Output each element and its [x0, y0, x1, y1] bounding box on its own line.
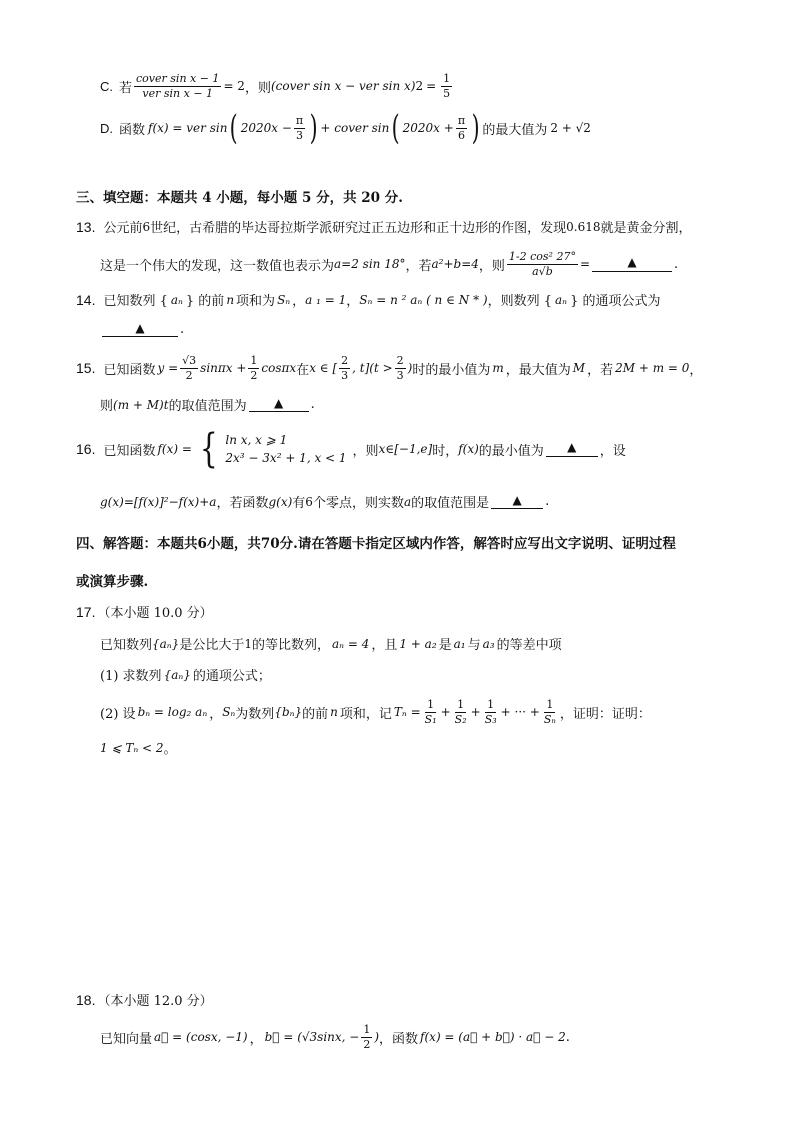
answer-blank[interactable]: [592, 256, 672, 271]
q17-text: 。: [163, 742, 177, 757]
q18-vector-b: b⃗ = (√3sinx, −: [264, 1030, 360, 1044]
q17-c2: 1 + a₂: [399, 636, 437, 651]
q16-fx: f(x): [458, 442, 479, 456]
q15-cos: cosπx: [261, 361, 297, 375]
option-d-f: f(x) = ver sin: [148, 121, 228, 135]
question-17-stem: [100, 634, 562, 653]
fraction-numerator: 1-2 cos² 27°: [508, 249, 576, 263]
q15-text: 则: [100, 399, 114, 414]
fraction-denominator: Sₙ: [543, 712, 556, 726]
fraction-numerator: 1: [427, 697, 435, 711]
option-c-result: [441, 73, 452, 99]
q15-frac-23: [339, 355, 350, 381]
q16-gx: g(x): [268, 494, 293, 509]
fraction-denominator: 2: [185, 368, 193, 382]
q14-n: n: [226, 292, 235, 307]
left-paren: (: [392, 108, 400, 148]
q17-tn: Tₙ =: [393, 705, 421, 719]
question-16-line1: [76, 426, 626, 472]
fraction-denominator: 2: [250, 368, 258, 382]
q14-an: aₙ: [555, 292, 568, 307]
q17-bnset: {bₙ}: [274, 705, 303, 719]
q17-an: {aₙ}: [163, 667, 191, 682]
option-d-arg2: 2020x +: [402, 121, 454, 135]
answer-blank[interactable]: [102, 322, 178, 337]
option-c-text2: ，则: [244, 80, 271, 96]
question-14-line2: [100, 322, 184, 337]
q13-text: 公元前: [103, 221, 143, 236]
question-17-part2: [100, 694, 651, 730]
fraction-denominator: 6: [457, 128, 465, 142]
fraction-numerator: π: [295, 113, 304, 127]
fraction-denominator: 5: [443, 86, 451, 100]
q14-a1: a ₁ = 1: [305, 292, 347, 307]
question-18-stem: [100, 1020, 570, 1054]
option-c: [100, 68, 454, 104]
q15-rp: ): [407, 361, 413, 375]
fraction-denominator: ver sin x − 1: [142, 86, 214, 100]
triangle-icon: ▲: [627, 255, 637, 270]
q18-bend: ): [374, 1030, 380, 1044]
q17-cond: aₙ = 4: [331, 636, 370, 651]
section-3-heading: 三、填空题：本题共 4 小题，每小题 5 分，共 20 分.: [76, 190, 403, 206]
q18-frac-half: [361, 1024, 372, 1050]
plus: +: [440, 705, 451, 719]
q17-text: 是: [438, 638, 452, 653]
question-17-header: [76, 602, 213, 621]
q17-sn: Sₙ: [222, 705, 236, 719]
q17-text: 的前: [302, 706, 329, 722]
fraction-numerator: 1: [487, 697, 495, 711]
q15-t: , t](t >: [352, 361, 393, 375]
question-14-line1: [76, 290, 660, 309]
case-2: 2x³ − 3x² + 1, x < 1: [225, 451, 347, 465]
q14-an: aₙ: [170, 292, 183, 307]
fraction-denominator: a√b: [532, 264, 553, 278]
q15-text: 时的最小值为: [412, 362, 491, 378]
q18-text: ，: [249, 1031, 263, 1047]
question-16-line2: [100, 492, 549, 511]
q17-text: 的等差中项: [496, 638, 562, 653]
option-d-max: 2 + √2: [550, 121, 591, 135]
triangle-icon: ▲: [273, 395, 284, 410]
right-paren: ): [309, 108, 318, 148]
q17-text: ，: [209, 706, 223, 722]
fraction-numerator: 2: [396, 353, 404, 367]
section-4-heading-cont: 或演算步骤.: [76, 574, 149, 590]
q17-a1: a₁: [453, 636, 466, 651]
triangle-icon: ▲: [567, 440, 577, 455]
q15-text: 的取值范围为: [168, 399, 247, 414]
option-d-arg1: 2020x −: [240, 121, 292, 135]
question-number: 18.: [76, 991, 96, 1008]
q15-expr: (m + M)t: [113, 397, 169, 412]
q14-text: ，则数列 {: [487, 294, 553, 309]
q15-text: 在: [296, 362, 310, 378]
q14-sn2: Sₙ = n ² aₙ ( n ∈ N * ): [359, 292, 488, 307]
fraction-numerator: 2: [341, 353, 349, 367]
question-number: 13.: [76, 218, 96, 235]
q17-dots: + ··· +: [500, 705, 540, 719]
q15-y: y =: [157, 361, 179, 375]
q16-text: 的取值范围是: [411, 496, 490, 511]
q13-gold: 0.618: [566, 219, 601, 234]
q16-text: 个零点，则实数: [312, 496, 404, 511]
answer-blank[interactable]: [491, 494, 543, 509]
q13-text: 世纪，古希腊的毕达哥拉斯学派研究过正五边形和正十边形的作图，发现: [150, 221, 567, 236]
option-d-text: 函数: [119, 122, 146, 138]
q17-text: (1) 求数列: [100, 669, 162, 684]
option-d-plus: + cover sin: [320, 121, 390, 135]
fraction-numerator: 1: [457, 697, 465, 711]
q14-sn: Sₙ: [277, 292, 291, 307]
q15-x: x ∈ [: [309, 361, 338, 375]
q14-text: ，: [346, 294, 360, 309]
option-d-label: D.: [100, 120, 113, 136]
q17-text: 为数列: [235, 706, 275, 722]
period: .: [180, 322, 185, 338]
q15-text: ，: [689, 362, 703, 378]
q17-frac-s1: [423, 699, 439, 725]
period: .: [545, 494, 550, 509]
fraction-numerator: cover sin x − 1: [136, 71, 220, 85]
q16-text: ，若函数: [216, 496, 269, 511]
q14-text: } 的前: [185, 294, 225, 309]
option-c-label: C.: [100, 78, 113, 94]
fraction-numerator: 1: [363, 1022, 371, 1036]
q17-text: 的等比数列，: [251, 638, 330, 653]
q16-text: ，则: [352, 443, 379, 459]
option-d: [100, 108, 591, 148]
question-number: 14.: [76, 291, 96, 308]
q18-f: f(x) = (a⃗ + b⃗) · a⃗ − 2: [420, 1030, 566, 1044]
brace: {: [199, 426, 218, 472]
q16-cases: [225, 431, 346, 467]
q13-text: ，若: [405, 258, 432, 274]
q16-text: 的最小值为: [478, 443, 544, 459]
question-number: 17.: [76, 603, 96, 620]
option-c-expr: (cover sin x − ver sin x): [270, 79, 416, 93]
question-18-header: [76, 990, 213, 1009]
fraction-numerator: 1: [250, 353, 258, 367]
q17-frac-s3: [483, 699, 499, 725]
triangle-icon: ▲: [512, 492, 522, 507]
option-c-eq2: =: [426, 79, 437, 93]
q17-bn: bₙ = log₂ aₙ: [137, 705, 208, 719]
q13-cond: a²+b=4: [431, 257, 479, 271]
question-number: 15.: [76, 360, 96, 376]
triangle-icon: ▲: [135, 321, 145, 335]
q13-six: 6: [142, 219, 151, 234]
q16-text: ，设: [599, 443, 626, 459]
q17-text: ，证明：证明：: [559, 706, 651, 722]
section-4-heading: 四、解答题：本题共6小题，共70分.请在答题卡指定区域内作答，解答时应写出文字说明、证明过程: [76, 536, 676, 552]
fraction-numerator: 1: [443, 71, 451, 85]
q17-n: n: [330, 705, 338, 719]
q17-frac-s2: [453, 699, 469, 725]
option-c-eq: = 2: [223, 79, 245, 93]
q15-M: M: [572, 361, 586, 375]
q13-a-eq: a=2 sin 18°: [334, 257, 406, 271]
question-13-line2: [100, 246, 678, 282]
q15-text: ，若: [587, 362, 614, 378]
option-d-frac1: [294, 115, 305, 141]
q15-text: ，最大值为: [505, 362, 571, 378]
left-paren: (: [230, 108, 239, 148]
q17-text: 的通项公式；: [192, 669, 271, 684]
answer-blank[interactable]: [249, 397, 309, 412]
fraction-denominator: S₁: [424, 712, 437, 726]
q16-f: f(x) =: [157, 442, 192, 456]
fraction-numerator: √3: [182, 353, 197, 367]
fraction-denominator: S₃: [484, 712, 497, 726]
case-1: ln x, x ⩾ 1: [225, 433, 288, 447]
option-d-frac2: [456, 115, 467, 141]
q15-m: m: [492, 361, 504, 375]
q14-text: 已知数列 {: [103, 294, 168, 309]
q16-x: x∈[−1,e]: [378, 442, 433, 456]
q15-frac-23b: [395, 355, 406, 381]
q14-text: 项和为: [236, 294, 276, 309]
q15-frac-sqrt3: [180, 355, 198, 381]
q16-g: g(x)=[f(x)]²−f(x)+a: [100, 494, 217, 509]
fraction-denominator: 3: [341, 368, 349, 382]
q17-score: （本小题 10.0 分）: [97, 606, 213, 621]
fraction-numerator: 1: [546, 697, 554, 711]
q17-frac-sn: [542, 699, 558, 725]
q18-score: （本小题 12.0 分）: [97, 994, 213, 1009]
q15-frac-half: [248, 355, 259, 381]
q17-a3: a₃: [482, 636, 495, 651]
q17-text: (2) 设: [100, 706, 136, 722]
fraction-denominator: S₂: [454, 712, 467, 726]
q17-text: 项和，记: [339, 706, 392, 722]
q13-text: 这是一个伟大的发现，这一数值也表示为: [100, 258, 335, 274]
q16-text: 有: [292, 496, 306, 511]
q14-text: } 的通项公式为: [570, 294, 661, 309]
q17-text: 与: [467, 638, 481, 653]
question-17-part2-cont: [100, 738, 177, 757]
answer-blank[interactable]: [546, 441, 598, 456]
q16-a: a: [403, 494, 412, 509]
fraction-numerator: π: [457, 113, 466, 127]
q16-text: 时，: [432, 443, 459, 459]
question-number: 16.: [76, 441, 96, 457]
q17-ineq: 1 ⩽ Tₙ < 2: [100, 740, 164, 755]
q13-fraction: [507, 251, 578, 277]
question-15-line1: [76, 350, 702, 386]
q17-text: ，且: [371, 638, 398, 653]
q17-an: {aₙ}: [152, 636, 180, 651]
option-c-text: 若: [119, 80, 133, 96]
q13-text: ，则: [478, 258, 505, 274]
q17-one: 1: [244, 636, 252, 651]
q14-text: ，: [292, 294, 306, 309]
right-paren: ): [471, 108, 480, 148]
q17-text: 已知数列: [100, 638, 153, 653]
q17-text: 是公比大于: [179, 638, 245, 653]
q18-text: 已知向量: [100, 1031, 153, 1047]
option-d-tail: 的最大值为: [482, 122, 548, 138]
q15-cond: 2M + m = 0: [615, 361, 690, 375]
q15-sin: sinπx +: [200, 361, 247, 375]
option-c-fraction: [134, 73, 221, 99]
period: .: [674, 256, 679, 272]
period: .: [310, 397, 315, 412]
option-c-square: 2: [415, 79, 424, 93]
fraction-denominator: 3: [396, 368, 404, 382]
q15-text: 已知函数: [103, 362, 156, 378]
question-15-line2: [100, 395, 315, 414]
q13-text: 就是黄金分割，: [600, 221, 692, 236]
period: .: [565, 1029, 570, 1045]
plus: +: [470, 705, 481, 719]
question-13-line1: [76, 217, 692, 236]
q16-six: 6: [305, 494, 313, 509]
fraction-denominator: 3: [296, 128, 303, 142]
fraction-denominator: 2: [363, 1037, 371, 1051]
q18-vector-a: a⃗ = (cosx, −1): [154, 1030, 248, 1044]
question-17-part1: [100, 665, 271, 684]
q18-text: ，函数: [379, 1031, 419, 1047]
q16-text: 已知函数: [103, 443, 156, 459]
q13-eq: =: [579, 257, 591, 271]
